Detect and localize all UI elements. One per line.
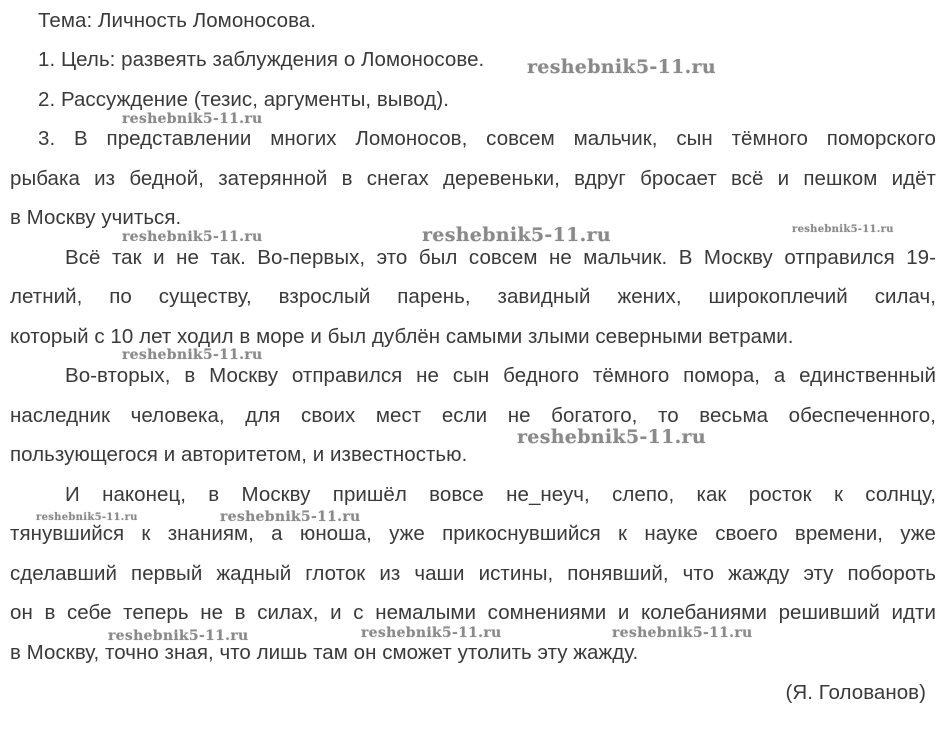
paragraph-line: Всё так и не так. Во-первых, это был совсем не мальчик. В Москву отправился 19- — [65, 246, 936, 269]
paragraph-line: сделавший первый жадный глоток из чаши истины, понявший, что жажду эту побороть — [10, 562, 936, 585]
topic-line: Тема: Личность Ломоносова. — [38, 9, 316, 32]
watermark-logo: reshebnik5-11.ru — [612, 625, 753, 641]
watermark-logo: reshebnik5-11.ru — [361, 625, 502, 641]
author-signature: (Я. Голованов) — [785, 681, 926, 704]
reasoning-line: 2. Рассуждение (тезис, аргументы, вывод). — [38, 88, 449, 111]
watermark-logo: reshebnik5-11.ru — [108, 628, 249, 644]
goal-line: 1. Цель: развеять заблуждения о Ломоносове. — [38, 48, 485, 71]
paragraph-line: тянувшийся к знаниям, а юноша, уже прикоснувшийся к науке своего времени, уже — [10, 522, 936, 545]
paragraph-line: Во-вторых, в Москву отправился не сын бедного тёмного помора, а единственный — [65, 364, 936, 387]
paragraph-line: в Москву учиться. — [10, 206, 182, 229]
watermark-logo: reshebnik5-11.ru — [792, 224, 894, 235]
watermark-logo: reshebnik5-11.ru — [517, 426, 706, 448]
paragraph-line: в Москву, точно зная, что лишь там он сможет утолить эту жажду. — [10, 641, 639, 664]
watermark-logo: reshebnik5-11.ru — [422, 224, 611, 246]
watermark-logo: reshebnik5-11.ru — [122, 347, 263, 363]
paragraph-line: И наконец, в Москву пришёл вовсе не_неуч, слепо, как росток к солнцу, — [65, 483, 936, 506]
paragraph-line: пользующегося и авторитетом, и известностью. — [10, 443, 468, 466]
watermark-logo: reshebnik5-11.ru — [527, 56, 716, 78]
watermark-logo: reshebnik5-11.ru — [122, 229, 263, 245]
watermark-logo: reshebnik5-11.ru — [220, 509, 361, 525]
paragraph-line: который с 10 лет ходил в море и был дублён самыми злыми северными ветрами. — [10, 325, 794, 348]
paragraph-line: он в себе теперь не в силах, и с немалыми сомнениями и колебаниями решивший идти — [10, 601, 936, 624]
watermark-logo: reshebnik5-11.ru — [122, 111, 263, 127]
paragraph-line: наследник человека, для своих мест если не богатого, то весьма обеспеченного, — [10, 404, 936, 427]
paragraph-line: 3. В представлении многих Ломоносов, совсем мальчик, сын тёмного поморского — [38, 127, 936, 150]
paragraph-line: рыбака из бедной, затерянной в снегах деревеньки, вдруг бросает всё и пешком идёт — [10, 167, 936, 190]
watermark-logo: reshebnik5-11.ru — [36, 512, 138, 523]
paragraph-line: летний, по существу, взрослый парень, завидный жених, широкоплечий силач, — [10, 285, 936, 308]
